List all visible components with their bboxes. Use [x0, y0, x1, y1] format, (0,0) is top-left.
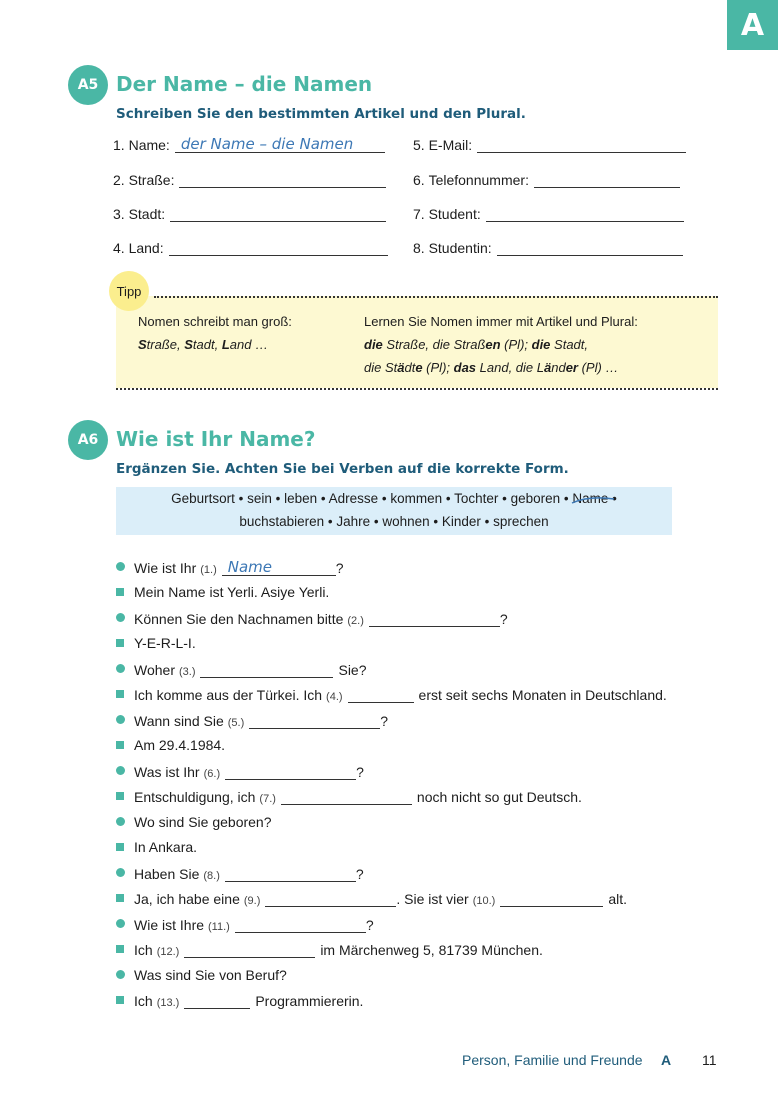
word-box-line-2: buchstabieren • Jahre • wohnen • Kinder • sprechen	[239, 514, 549, 529]
t: Geburtsort • sein • leben • Adresse • kommen • Tochter • geboren •	[171, 491, 573, 506]
bullet-circle	[116, 868, 125, 877]
t: Wie ist Ihre	[134, 917, 205, 933]
a5-item-7	[413, 205, 684, 222]
gap-number: (4.)	[326, 691, 343, 703]
t: Name	[572, 491, 609, 506]
bullet-square	[116, 639, 124, 647]
a5-item-4	[113, 239, 388, 256]
dialog-line-11: Wo sind Sie geboren?	[134, 814, 272, 830]
t: Straße, die Straß	[382, 337, 486, 352]
t: erst seit sechs Monaten in Deutschland.	[418, 687, 667, 703]
tipp-divider-bottom	[116, 388, 718, 390]
item-word: Studentin:	[428, 240, 492, 256]
item-word: Stadt:	[128, 206, 166, 222]
t: ?	[356, 764, 364, 780]
t: die St	[364, 360, 398, 375]
tipp-divider-top	[154, 296, 718, 298]
t: ä	[397, 360, 405, 375]
t: alt.	[608, 891, 628, 907]
answer-line[interactable]	[170, 205, 386, 222]
gap-number: (2.)	[347, 615, 364, 627]
item-word: Telefonnummer:	[428, 172, 529, 188]
item-number: 4.	[113, 240, 125, 256]
answer-line[interactable]	[486, 205, 684, 222]
exercise-instruction-a5: Schreiben Sie den bestimmten Artikel und den Plural.	[116, 106, 526, 122]
dialog-line-7	[134, 712, 388, 729]
answer-line[interactable]	[534, 171, 680, 188]
t: Können Sie den Nachnamen bitte	[134, 611, 344, 627]
tipp-right-line-3	[364, 360, 618, 375]
dialog-line-6	[134, 686, 667, 703]
bullet-square	[116, 843, 124, 851]
t: Entschuldigung, ich	[134, 789, 256, 805]
t: and …	[229, 337, 269, 352]
answer-line[interactable]	[348, 686, 414, 703]
t: nd	[551, 360, 566, 375]
t: er	[565, 360, 578, 375]
exercise-instruction-a6: Ergänzen Sie. Achten Sie bei Verben auf die korrekte Form.	[116, 461, 569, 477]
dialog-line-2: Mein Name ist Yerli. Asiye Yerli.	[134, 584, 330, 600]
dialog-line-5	[134, 661, 367, 678]
t: die	[364, 337, 383, 352]
t: •	[608, 491, 617, 506]
exercise-badge-a6: A6	[68, 420, 108, 460]
item-word: Straße:	[128, 172, 175, 188]
t: Ich komme aus der Türkei. Ich	[134, 687, 323, 703]
gap-number: (11.)	[208, 921, 230, 933]
gap-number: (13.)	[156, 997, 180, 1009]
gap-number: (7.)	[259, 793, 276, 805]
answer-line[interactable]	[225, 865, 356, 882]
t: tadt,	[192, 337, 222, 352]
tipp-label: Tipp	[109, 271, 149, 311]
a5-item-5	[413, 136, 686, 153]
answer-line[interactable]	[175, 136, 385, 153]
bullet-square	[116, 945, 124, 953]
t: Woher	[134, 662, 175, 678]
t: ?	[365, 917, 374, 933]
t: ?	[380, 713, 389, 729]
t: Sie?	[338, 662, 367, 678]
dialog-line-3	[134, 610, 508, 627]
answer-line[interactable]	[200, 661, 333, 678]
t: Land, die L	[476, 360, 544, 375]
t: . Sie ist vier	[396, 891, 469, 907]
item-number: 6.	[413, 172, 425, 188]
tipp-left-line-1: Nomen schreibt man groß:	[138, 314, 292, 329]
answer-line[interactable]	[265, 890, 396, 907]
item-number: 8.	[413, 240, 425, 256]
bullet-circle	[116, 562, 125, 571]
item-word: Land:	[128, 240, 164, 256]
item-number: 1.	[113, 137, 125, 153]
answer-line[interactable]	[497, 239, 683, 256]
strikethrough-mark	[570, 493, 616, 507]
answer-line[interactable]	[222, 559, 336, 576]
exercise-title-a5: Der Name – die Namen	[116, 72, 373, 96]
t: im Märchenweg 5, 81739 München.	[320, 942, 543, 958]
bullet-circle	[116, 715, 125, 724]
t: Ich	[134, 993, 153, 1009]
t: L	[221, 337, 230, 352]
dialog-line-4: Y-E-R-L-I.	[134, 635, 196, 651]
tipp-left-line-2	[138, 337, 268, 352]
answer-line[interactable]	[179, 171, 386, 188]
dialog-line-9	[134, 763, 364, 780]
dialog-line-10	[134, 788, 582, 805]
t: Ich	[134, 942, 153, 958]
bullet-circle	[116, 613, 125, 622]
answer-line[interactable]	[477, 136, 686, 153]
bullet-square	[116, 894, 124, 902]
t: das	[453, 360, 477, 375]
item-number: 5.	[413, 137, 425, 153]
t: dt	[404, 360, 416, 375]
item-word: E-Mail:	[428, 137, 473, 153]
bullet-square	[116, 588, 124, 596]
answer-line[interactable]	[225, 763, 356, 780]
footer-unit-letter: A	[661, 1052, 672, 1068]
answer-line[interactable]	[235, 916, 366, 933]
bullet-square	[116, 996, 124, 1004]
a5-item-3	[113, 205, 386, 222]
footer-chapter: Person, Familie und Freunde	[462, 1052, 643, 1068]
bullet-circle	[116, 766, 125, 775]
t: ä	[543, 360, 552, 375]
a5-item-6	[413, 171, 680, 188]
a5-item-1	[113, 136, 385, 153]
bullet-square	[116, 741, 124, 749]
answer-line[interactable]	[184, 992, 250, 1009]
t: ?	[335, 560, 344, 576]
t: Ja, ich habe eine	[134, 891, 240, 907]
t: Programmiererin.	[255, 993, 364, 1009]
t: die	[531, 337, 551, 352]
item-word: Name:	[128, 137, 170, 153]
word-box-line-1	[116, 491, 672, 506]
item-word: Student:	[428, 206, 481, 222]
gap-number: (12.)	[156, 946, 180, 958]
item-number: 7.	[413, 206, 425, 222]
gap-number: (5.)	[227, 717, 245, 729]
answer-line[interactable]	[281, 788, 412, 805]
answer-line[interactable]	[249, 712, 380, 729]
bullet-square	[116, 792, 124, 800]
dialog-line-1	[134, 559, 344, 576]
handwritten-answer: Name	[227, 558, 272, 576]
item-number: 2.	[113, 172, 125, 188]
bullet-circle	[116, 970, 125, 979]
t: Was ist Ihr	[134, 764, 200, 780]
word-box	[116, 487, 672, 535]
bullet-circle	[116, 919, 125, 928]
answer-line[interactable]	[500, 890, 603, 907]
gap-number: (9.)	[243, 895, 261, 907]
dialog-line-17: Was sind Sie von Beruf?	[134, 967, 287, 983]
t: noch nicht so gut Deutsch.	[416, 789, 582, 805]
t: Haben Sie	[134, 866, 200, 882]
t: Wie ist Ihr	[134, 560, 197, 576]
dialog-line-13	[134, 865, 364, 882]
t: e	[415, 360, 423, 375]
gap-number: (8.)	[203, 870, 220, 882]
answer-line[interactable]	[369, 610, 500, 627]
gap-number: (6.)	[203, 768, 221, 780]
tipp-right-line-2	[364, 337, 588, 352]
gap-number: (3.)	[178, 666, 196, 678]
a5-item-2	[113, 171, 386, 188]
t: (Pl);	[500, 337, 532, 352]
t: traße,	[146, 337, 185, 352]
t: ?	[355, 866, 364, 882]
gap-number: (10.)	[472, 895, 496, 907]
a5-item-8	[413, 239, 683, 256]
dialog-line-14	[134, 890, 627, 907]
t: (Pl);	[422, 360, 454, 375]
gap-number: (1.)	[200, 564, 217, 576]
item-number: 3.	[113, 206, 125, 222]
t: S	[138, 337, 147, 352]
t: (Pl) …	[577, 360, 619, 375]
dialog-line-15	[134, 916, 374, 933]
dialog-line-16	[134, 941, 543, 958]
bullet-square	[116, 690, 124, 698]
t: Stadt,	[550, 337, 588, 352]
t: en	[485, 337, 501, 352]
section-tab: A	[727, 0, 778, 50]
answer-line[interactable]	[169, 239, 388, 256]
page-number: 11	[702, 1052, 717, 1068]
exercise-title-a6: Wie ist Ihr Name?	[116, 427, 316, 451]
t: ?	[499, 611, 508, 627]
struck-word	[572, 491, 608, 506]
t: S	[184, 337, 193, 352]
tipp-right-line-1: Lernen Sie Nomen immer mit Artikel und Plural:	[364, 314, 638, 329]
dialog-line-18	[134, 992, 363, 1009]
answer-line[interactable]	[184, 941, 315, 958]
dialog-line-12: In Ankara.	[134, 839, 198, 855]
t: Wann sind Sie	[134, 713, 224, 729]
dialog-line-8: Am 29.4.1984.	[134, 737, 226, 753]
handwritten-answer: der Name – die Namen	[180, 135, 354, 153]
bullet-circle	[116, 817, 125, 826]
exercise-badge-a5: A5	[68, 65, 108, 105]
bullet-circle	[116, 664, 125, 673]
